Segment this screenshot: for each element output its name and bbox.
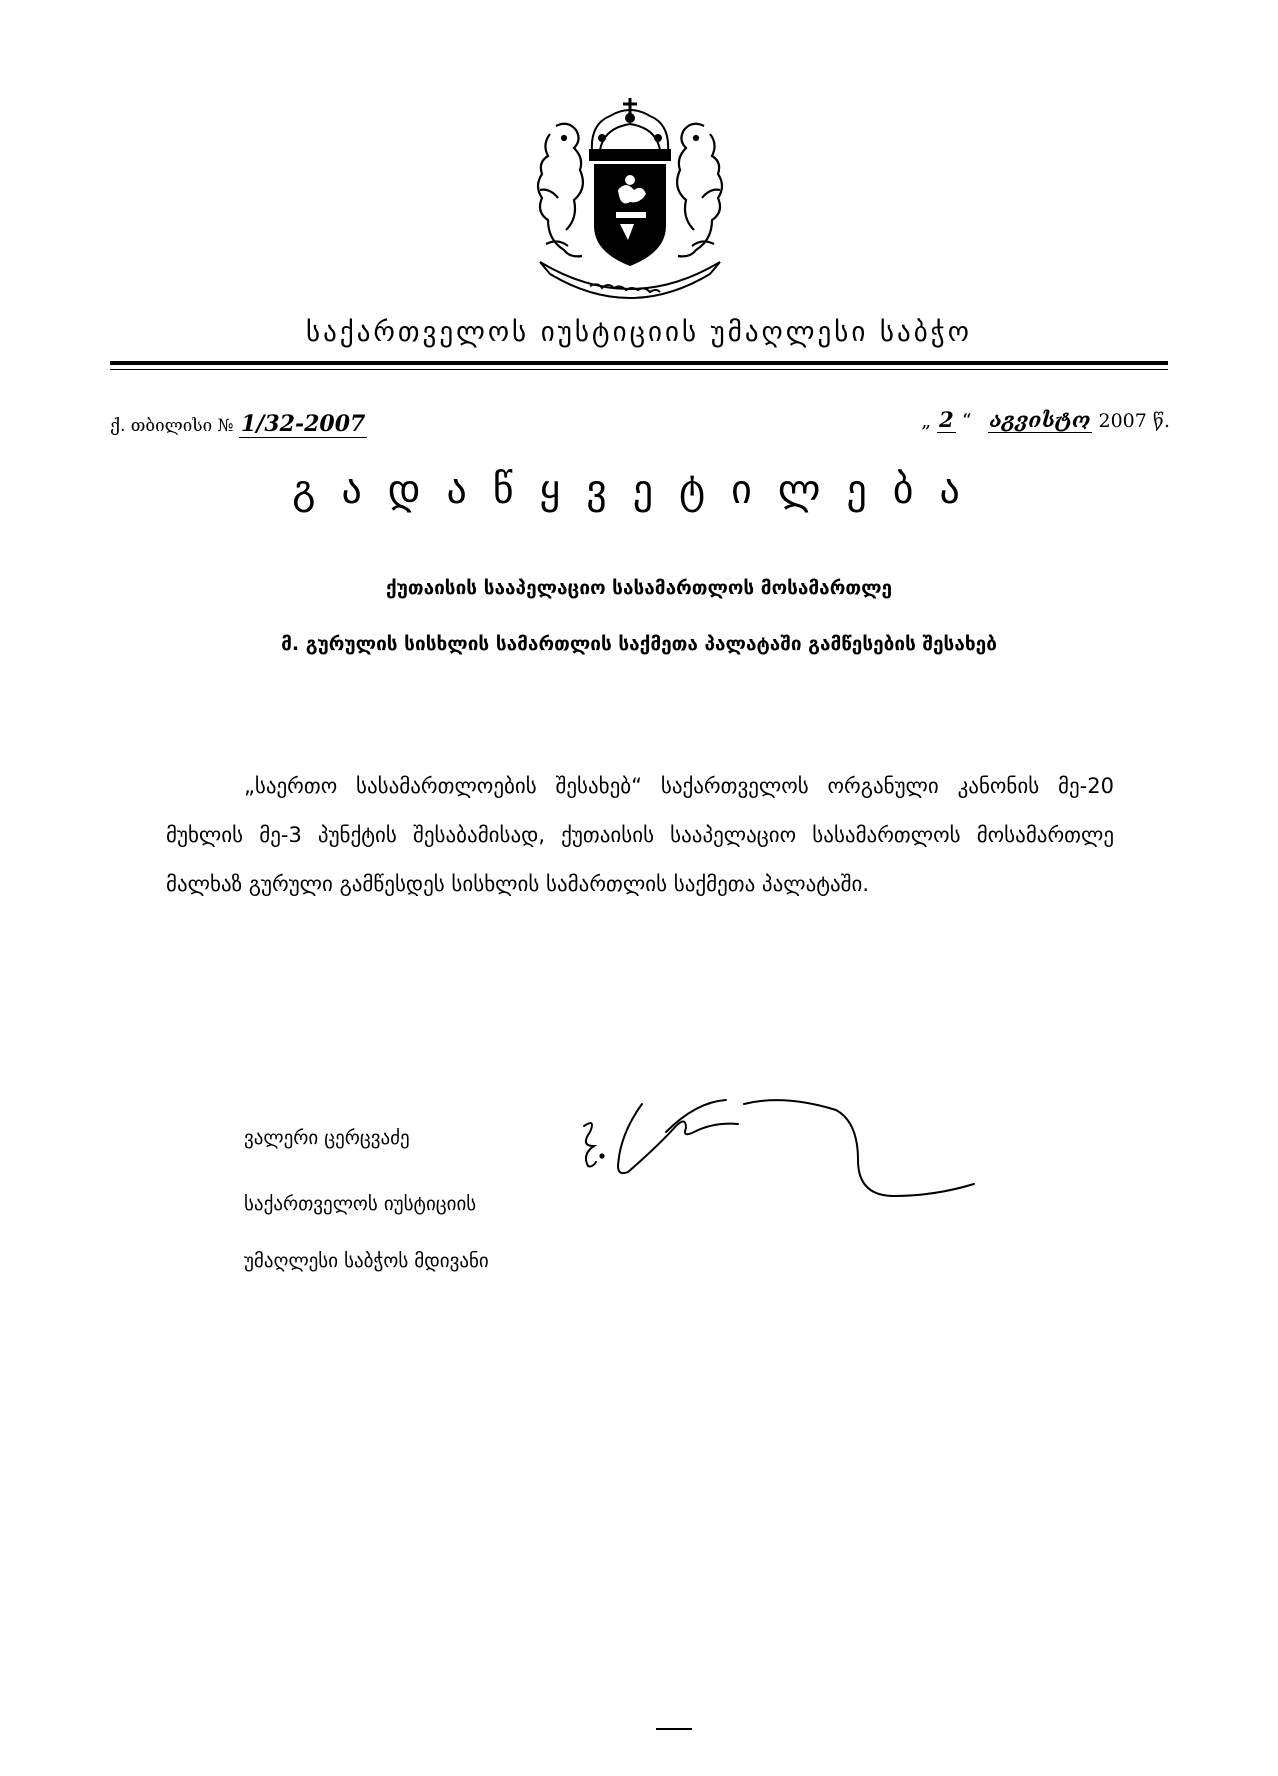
subject-line-2: მ. გურულის სისხლის სამართლის საქმეთა პალატაში გამწესების შესახებ <box>281 633 997 655</box>
coat-of-arms-emblem <box>520 94 740 304</box>
header-rule-thick <box>110 361 1168 365</box>
city-number-line <box>110 412 367 438</box>
date-year: 2007 <box>1098 410 1147 432</box>
signer-title-line-2: უმაღლესი საბჭოს მდივანი <box>244 1250 489 1272</box>
subject-line-1: ქუთაისის სააპელაციო სასამართლოს მოსამართლე <box>385 577 893 599</box>
decision-title: გადაწყვეტილება <box>292 467 986 513</box>
council-name: საქართველოს იუსტიციის უმაღლესი საბჭო <box>306 317 972 348</box>
date-open-quote: „ <box>921 410 932 432</box>
document-number: 1/32-2007 <box>241 411 366 437</box>
header-rule-thin <box>110 369 1168 370</box>
date-suffix: წ. <box>1152 410 1170 432</box>
number-label: № <box>217 416 234 436</box>
handwritten-signature <box>576 1096 976 1206</box>
city-label: ქ. თბილისი <box>110 416 213 436</box>
signer-title-line-1: საქართველოს იუსტიციის <box>244 1193 477 1215</box>
date-line <box>921 406 1170 435</box>
date-month: აგვისტო <box>989 407 1091 432</box>
right-lion-icon <box>677 124 722 257</box>
date-day: 2 <box>939 407 954 432</box>
left-lion-icon <box>538 124 583 257</box>
motto-ribbon-icon <box>540 262 720 298</box>
signer-name: ვალერი ცერცვაძე <box>244 1127 410 1149</box>
decision-body: „საერთო სასამართლოების შესახებ“ საქართველოს ორგანული კანონის მე-20 მუხლის მე-3 პუნქტის შესაბამისად, ქუთაისის სააპელაციო სასამართლოს მოსამართლე მალხაზ გურული გამწესდეს სისხლის სამართლის საქმეთა პალატაში. <box>166 774 1114 896</box>
crown-icon <box>590 98 670 160</box>
date-close-quote: “ <box>961 410 972 432</box>
footer-dash <box>656 1728 692 1730</box>
